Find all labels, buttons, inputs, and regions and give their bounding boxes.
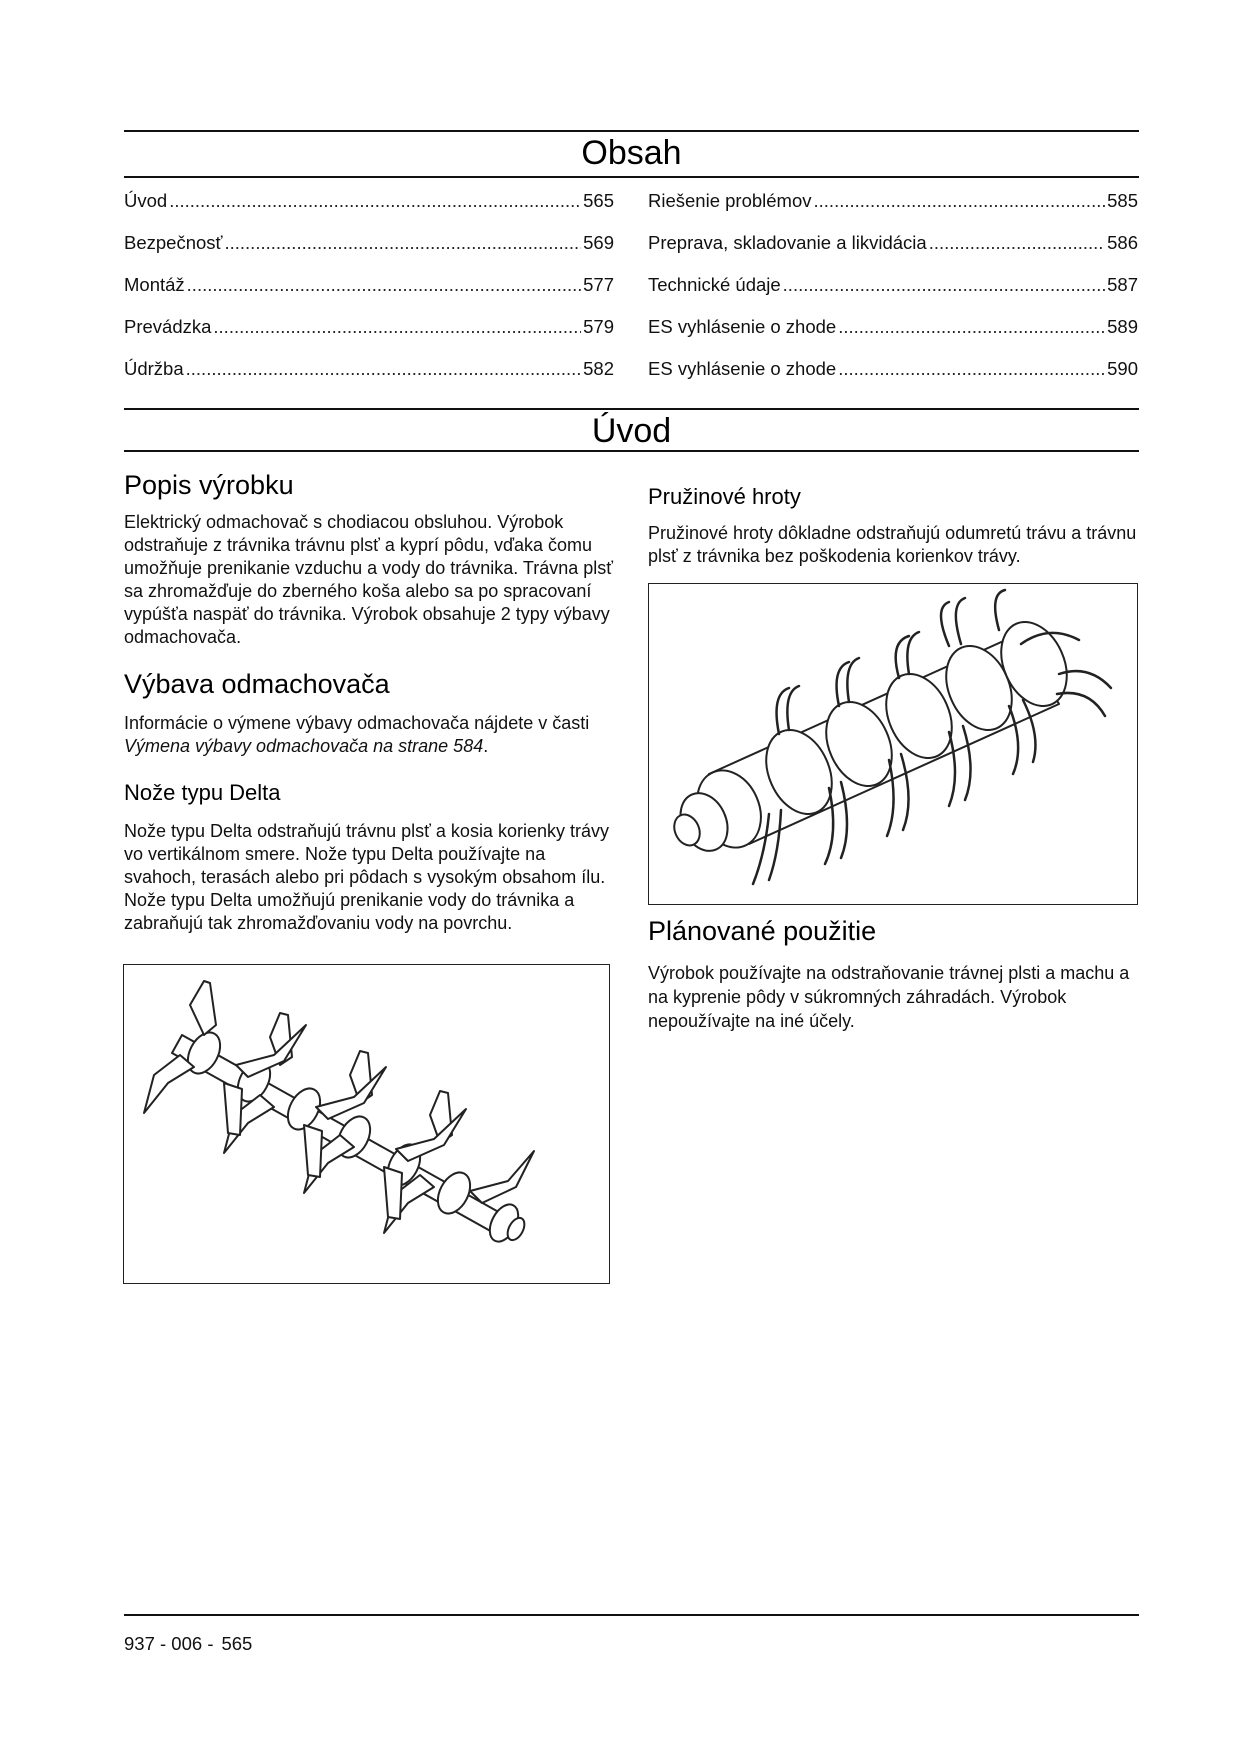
toc-entry-page: 577 xyxy=(583,274,614,295)
toc-leader-dots xyxy=(186,358,581,380)
page-number: 565 xyxy=(221,1633,253,1654)
toc-entry[interactable] xyxy=(124,232,614,274)
spring-tines-figure xyxy=(648,583,1138,905)
toc-leader-dots xyxy=(814,190,1106,212)
intro-title: Úvod xyxy=(591,412,672,450)
toc-entry-label: Prevádzka xyxy=(124,316,212,337)
toc-entry-label: ES vyhlásenie o zhode xyxy=(648,316,837,337)
toc-entry-page: 590 xyxy=(1107,358,1138,379)
toc-entry-page: 589 xyxy=(1107,316,1138,337)
toc-leader-dots xyxy=(213,316,581,338)
toc-entry-page: 565 xyxy=(583,190,614,211)
popis-heading: Popis výrobku xyxy=(124,470,294,500)
toc-top-rule xyxy=(124,130,1139,132)
hroty-text: Pružinové hroty dôkladne odstraňujú odumretú trávu a trávnu plsť z trávnika bez poškodenia korienkov trávy. xyxy=(648,523,1137,566)
vybava-heading: Výbava odmachovača xyxy=(124,669,390,699)
toc-entry[interactable] xyxy=(648,316,1138,358)
pouzitie-text: Výrobok používajte na odstraňovanie trávnej plsti a machu a na kyprenie pôdy v súkromných záhradách. Výrobok nepoužívajte na iné účely. xyxy=(648,963,1130,1031)
delta-blades-illustration xyxy=(124,965,609,1283)
intro-bottom-rule xyxy=(124,450,1139,452)
toc-entry-label: Úvod xyxy=(124,190,168,211)
toc-leader-dots xyxy=(169,190,581,212)
toc-entry[interactable] xyxy=(648,190,1138,232)
toc-entry-page: 586 xyxy=(1107,232,1138,253)
right-column-lower xyxy=(648,916,1138,1033)
toc-entry-page: 587 xyxy=(1107,274,1138,295)
delta-text: Nože typu Delta odstraňujú trávnu plsť a kosia korienky trávy vo vertikálnom smere. Nože typu Delta používajte na svahoch, terasách alebo pri pôdach s vysokým obsahom ílu. Nože typu Delta umožňujú prenikanie vody do trávnika a zabraňujú tak zhromažďovaniu vody na povrchu. xyxy=(124,821,609,933)
toc-entry[interactable] xyxy=(648,358,1138,400)
toc-left-column xyxy=(124,190,614,400)
toc-bottom-rule xyxy=(124,176,1139,178)
document-number: 937 - 006 - xyxy=(124,1633,214,1654)
toc-entry-label: Riešenie problémov xyxy=(648,190,812,211)
popis-text: Elektrický odmachovač s chodiacou obsluhou. Výrobok odstraňuje z trávnika trávnu plsť a kyprí pôdu, vďaka čomu umožňuje prenikanie vzduchu a vody do trávnika. Trávna plsť sa zhromažďuje do zberného koša alebo sa po spracovaní vypúšťa naspäť do trávnika. Výrobok obsahuje 2 typy výbavy odmachovača. xyxy=(124,512,614,647)
delta-heading: Nože typu Delta xyxy=(124,780,281,805)
toc-leader-dots xyxy=(187,274,581,296)
vybava-text xyxy=(124,712,614,758)
footer-rule xyxy=(124,1614,1139,1616)
toc-entry[interactable] xyxy=(124,316,614,358)
toc-leader-dots xyxy=(838,358,1105,380)
toc-entry[interactable] xyxy=(648,232,1138,274)
toc-entry-label: Údržba xyxy=(124,358,184,379)
delta-blades-figure xyxy=(123,964,610,1284)
toc-entry-label: Technické údaje xyxy=(648,274,781,295)
toc-entry-page: 585 xyxy=(1107,190,1138,211)
vybava-reference-link[interactable]: Výmena výbavy odmachovača na strane 584 xyxy=(124,736,484,756)
page-footer xyxy=(124,1633,252,1655)
spring-tines-illustration xyxy=(649,584,1137,904)
toc-entry-label: Preprava, skladovanie a likvidácia xyxy=(648,232,927,253)
toc-entry-label: Montáž xyxy=(124,274,185,295)
toc-entry[interactable] xyxy=(124,274,614,316)
intro-top-rule xyxy=(124,408,1139,410)
left-column xyxy=(124,470,614,935)
vybava-text-after: . xyxy=(483,736,489,756)
pouzitie-heading: Plánované použitie xyxy=(648,916,877,946)
hroty-heading: Pružinové hroty xyxy=(648,484,801,509)
toc-entry[interactable] xyxy=(648,274,1138,316)
toc-title: Obsah xyxy=(581,134,682,172)
toc-entry[interactable] xyxy=(124,190,614,232)
toc-entry-page: 569 xyxy=(583,232,614,253)
vybava-text-before: Informácie o výmene výbavy odmachovača nájdete v časti xyxy=(124,713,590,733)
toc-leader-dots xyxy=(224,232,581,254)
right-column xyxy=(648,484,1138,568)
toc-entry-page: 579 xyxy=(583,316,614,337)
toc-leader-dots xyxy=(929,232,1105,254)
toc-entry[interactable] xyxy=(124,358,614,400)
toc-entry-page: 582 xyxy=(583,358,614,379)
toc-entry-label: Bezpečnosť xyxy=(124,232,223,253)
toc-right-column xyxy=(648,190,1138,400)
toc-leader-dots xyxy=(783,274,1105,296)
toc-leader-dots xyxy=(838,316,1105,338)
toc-entry-label: ES vyhlásenie o zhode xyxy=(648,358,837,379)
